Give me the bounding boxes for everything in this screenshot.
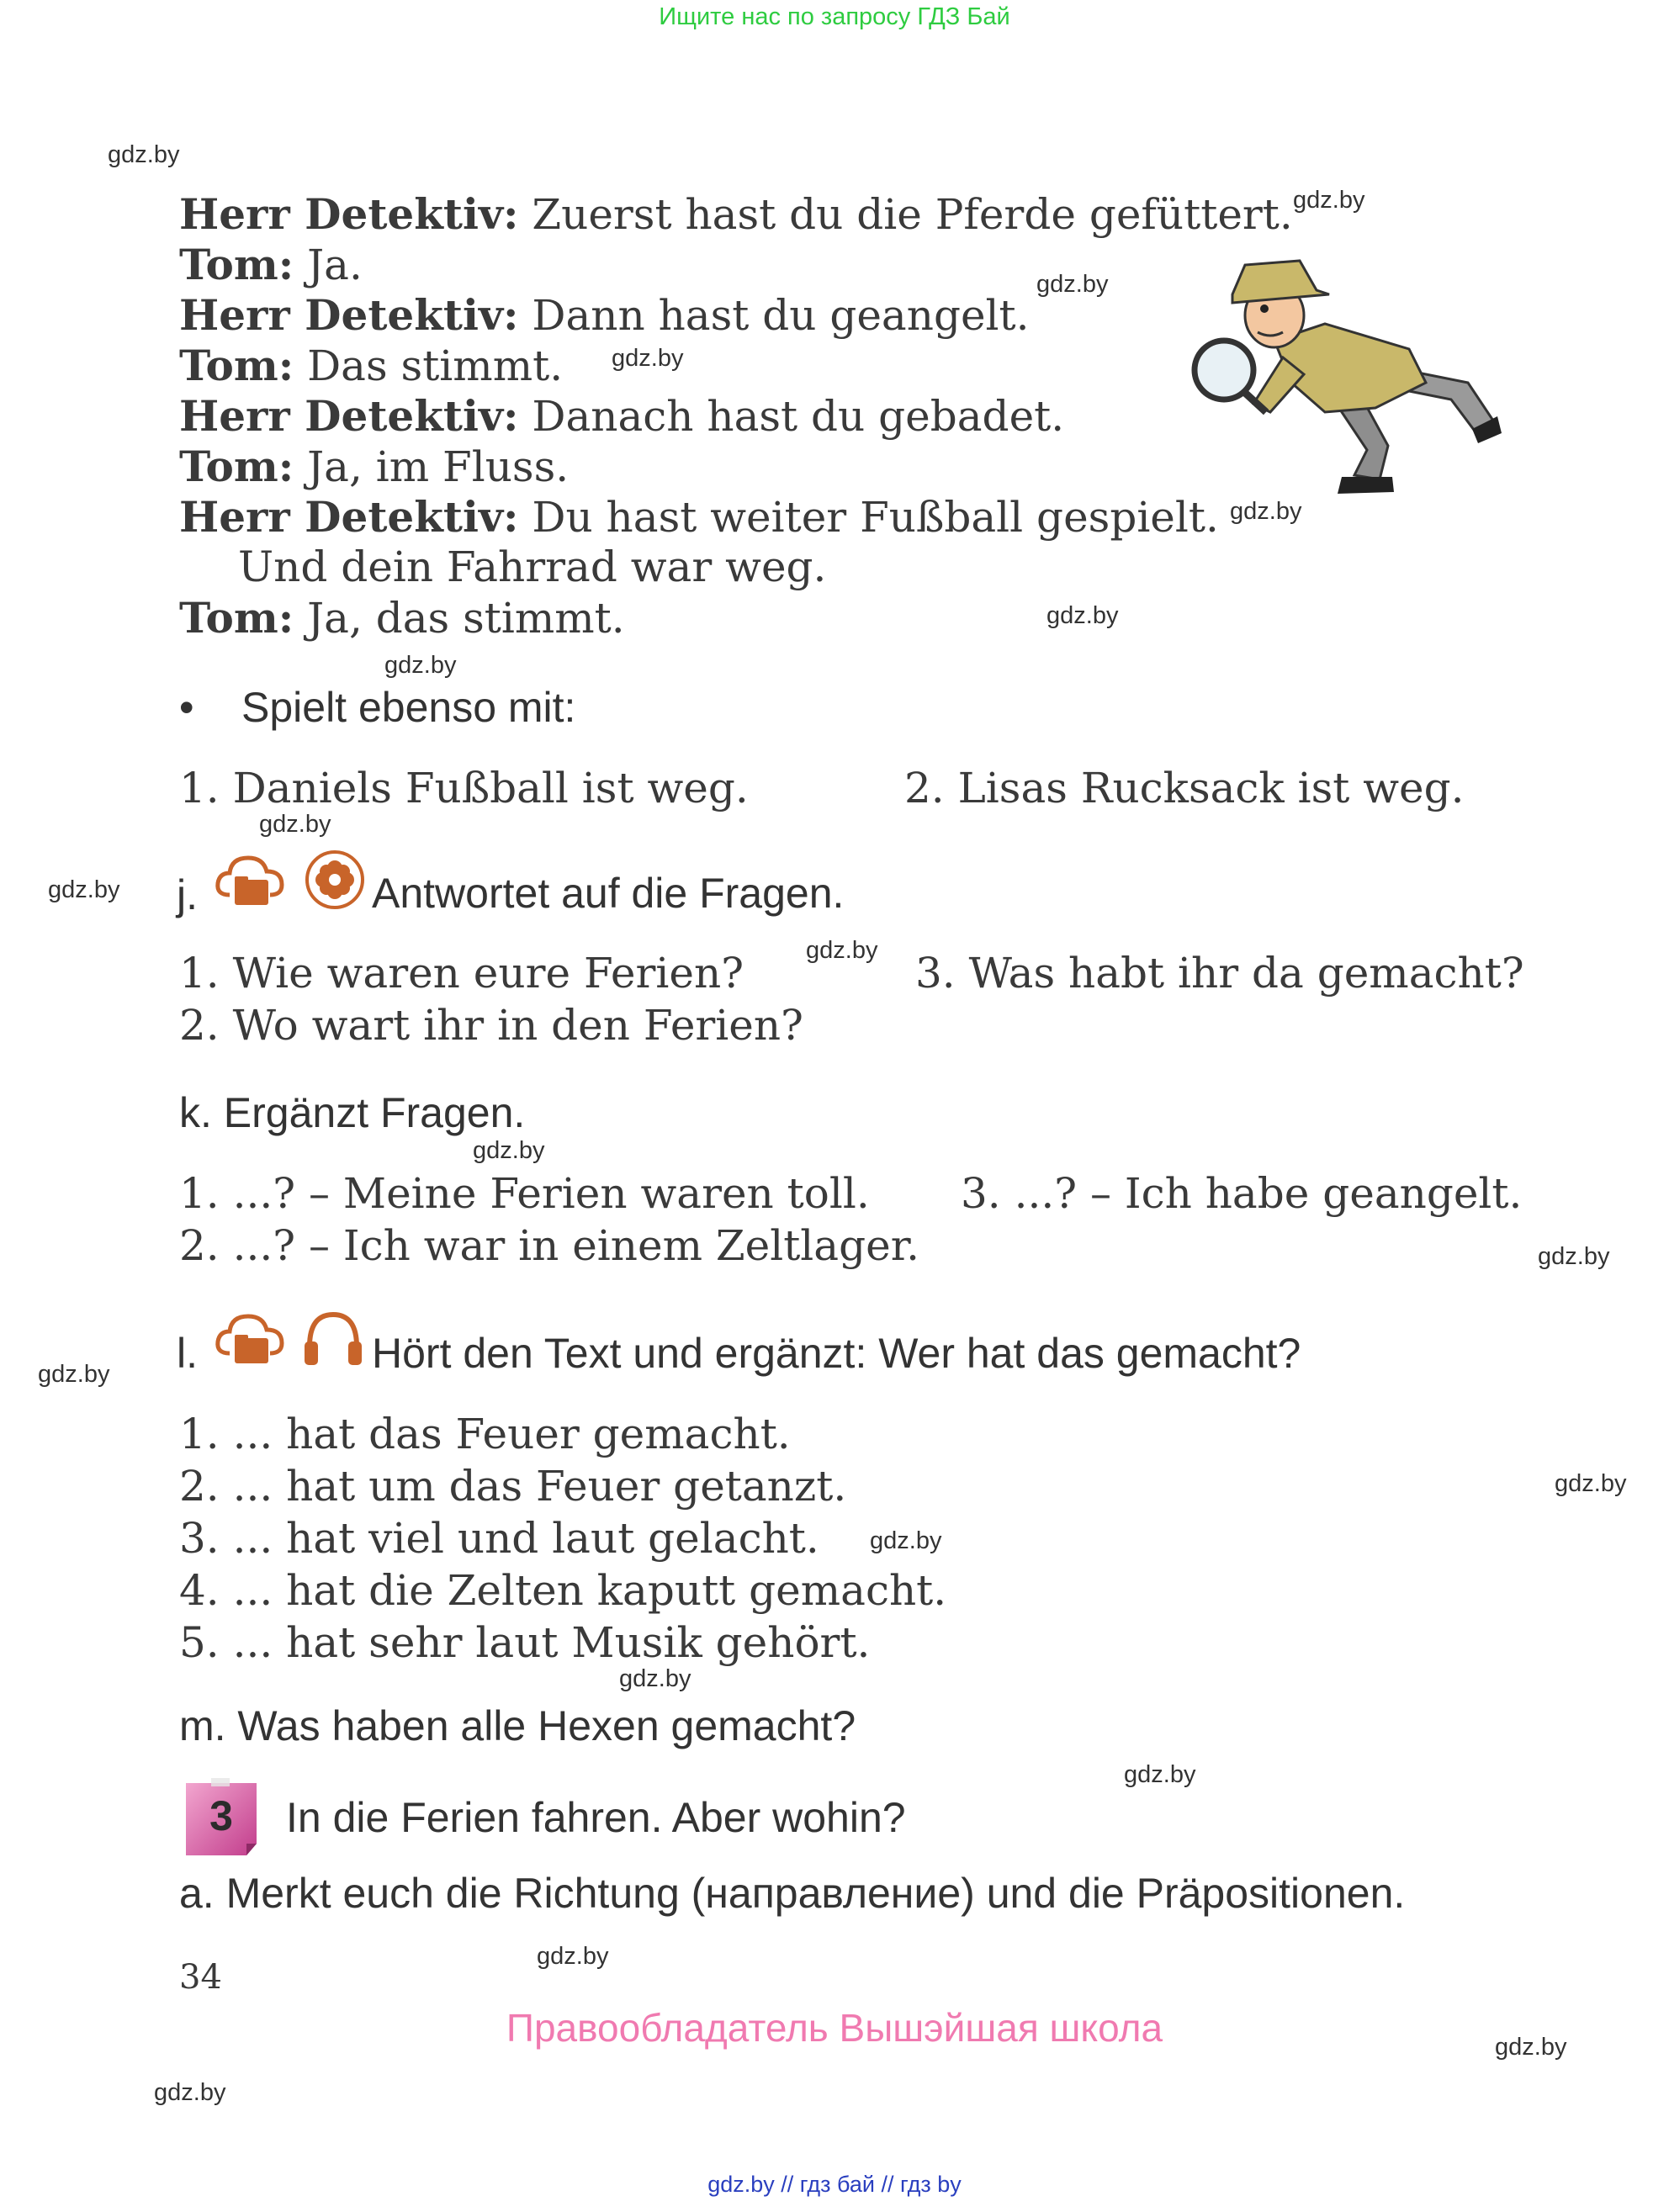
flower-icon <box>305 849 365 910</box>
rights-holder: Правообладатель Вышэйшая школа <box>506 2006 1163 2050</box>
dialogue-line: Herr Detektiv: Danach hast du gebadet. <box>179 391 1065 441</box>
dialogue-line: Tom: Ja, im Fluss. <box>179 442 570 491</box>
task-l-title: Hört den Text und ergänzt: Wer hat das gemacht? <box>372 1330 1301 1377</box>
watermark: gdz.by <box>259 811 331 838</box>
list-item: 1. ... hat das Feuer gemacht. <box>179 1410 791 1458</box>
task-l-letter: l. <box>177 1330 198 1377</box>
watermark: gdz.by <box>1293 187 1365 214</box>
dialogue-line: Herr Detektiv: Du hast weiter Fußball gespielt. <box>179 492 1219 542</box>
list-item: 2. Lisas Rucksack ist weg. <box>904 764 1465 812</box>
list-item: 1. Wie waren eure Ferien? <box>179 949 744 998</box>
list-item: 2. ...? – Ich war in einem Zeltlager. <box>179 1221 920 1270</box>
watermark: gdz.by <box>38 1361 110 1388</box>
bullet: • <box>179 684 194 731</box>
task-j-title: Antwortet auf die Fragen. <box>372 870 845 917</box>
task-a-title: a. Merkt euch die Richtung (направление) und die Präpositionen. <box>179 1870 1406 1917</box>
cloud-folder-icon <box>215 1310 286 1370</box>
list-item: 1. ...? – Meine Ferien waren toll. <box>179 1169 870 1218</box>
list-item: 4. ... hat die Zelten kaputt gemacht. <box>179 1566 947 1615</box>
watermark: gdz.by <box>1036 271 1109 298</box>
watermark: gdz.by <box>1230 498 1302 525</box>
top-banner: Ищите нас по запросу ГДЗ Бай <box>659 3 1010 30</box>
watermark: gdz.by <box>619 1665 691 1692</box>
watermark: gdz.by <box>870 1527 942 1554</box>
task-m-title: m. Was haben alle Hexen gemacht? <box>179 1702 856 1749</box>
dialogue-line: Tom: Das stimmt. <box>179 341 564 390</box>
headphones-icon <box>301 1306 365 1370</box>
dialogue-line: Herr Detektiv: Dann hast du geangelt. <box>179 290 1030 340</box>
watermark: gdz.by <box>1555 1470 1627 1497</box>
cloud-folder-icon <box>215 851 286 912</box>
watermark: gdz.by <box>612 345 684 372</box>
watermark: gdz.by <box>1046 602 1119 629</box>
list-item: 1. Daniels Fußball ist weg. <box>179 764 749 812</box>
watermark: gdz.by <box>1124 1761 1196 1788</box>
dialogue-line: Und dein Fahrrad war weg. <box>238 542 827 591</box>
task-j-letter: j. <box>177 871 198 918</box>
list-item: 3. ... hat viel und laut gelacht. <box>179 1514 819 1563</box>
watermark: gdz.by <box>806 937 878 964</box>
list-item: 3. Was habt ihr da gemacht? <box>915 949 1524 998</box>
watermark: gdz.by <box>1538 1243 1610 1270</box>
list-item: 2. Wo wart ihr in den Ferien? <box>179 1001 803 1050</box>
watermark: gdz.by <box>473 1137 545 1164</box>
list-item: 3. ...? – Ich habe geangelt. <box>961 1169 1523 1218</box>
page-number: 34 <box>179 1958 222 1997</box>
watermark: gdz.by <box>384 652 457 679</box>
list-item: 2. ... hat um das Feuer getanzt. <box>179 1462 847 1511</box>
detective-illustration <box>1174 257 1502 500</box>
watermark: gdz.by <box>48 876 120 903</box>
watermark: gdz.by <box>108 141 180 168</box>
dialogue-line: Herr Detektiv: Zuerst hast du die Pferde gefüttert. <box>179 189 1293 239</box>
watermark: gdz.by <box>154 2079 226 2106</box>
dialogue-line: Tom: Ja. <box>179 240 363 289</box>
section-number: 3 <box>209 1792 233 1839</box>
task-k-title: k. Ergänzt Fragen. <box>179 1089 526 1136</box>
list-item: 5. ... hat sehr laut Musik gehört. <box>179 1618 871 1667</box>
watermark: gdz.by <box>1495 2034 1567 2061</box>
footer-links[interactable]: gdz.by // гдз бай // гдз by <box>707 2172 962 2197</box>
spielt-label: Spielt ebenso mit: <box>241 684 576 731</box>
section-title: In die Ferien fahren. Aber wohin? <box>286 1794 906 1841</box>
dialogue-line: Tom: Ja, das stimmt. <box>179 593 625 643</box>
watermark: gdz.by <box>537 1943 609 1970</box>
